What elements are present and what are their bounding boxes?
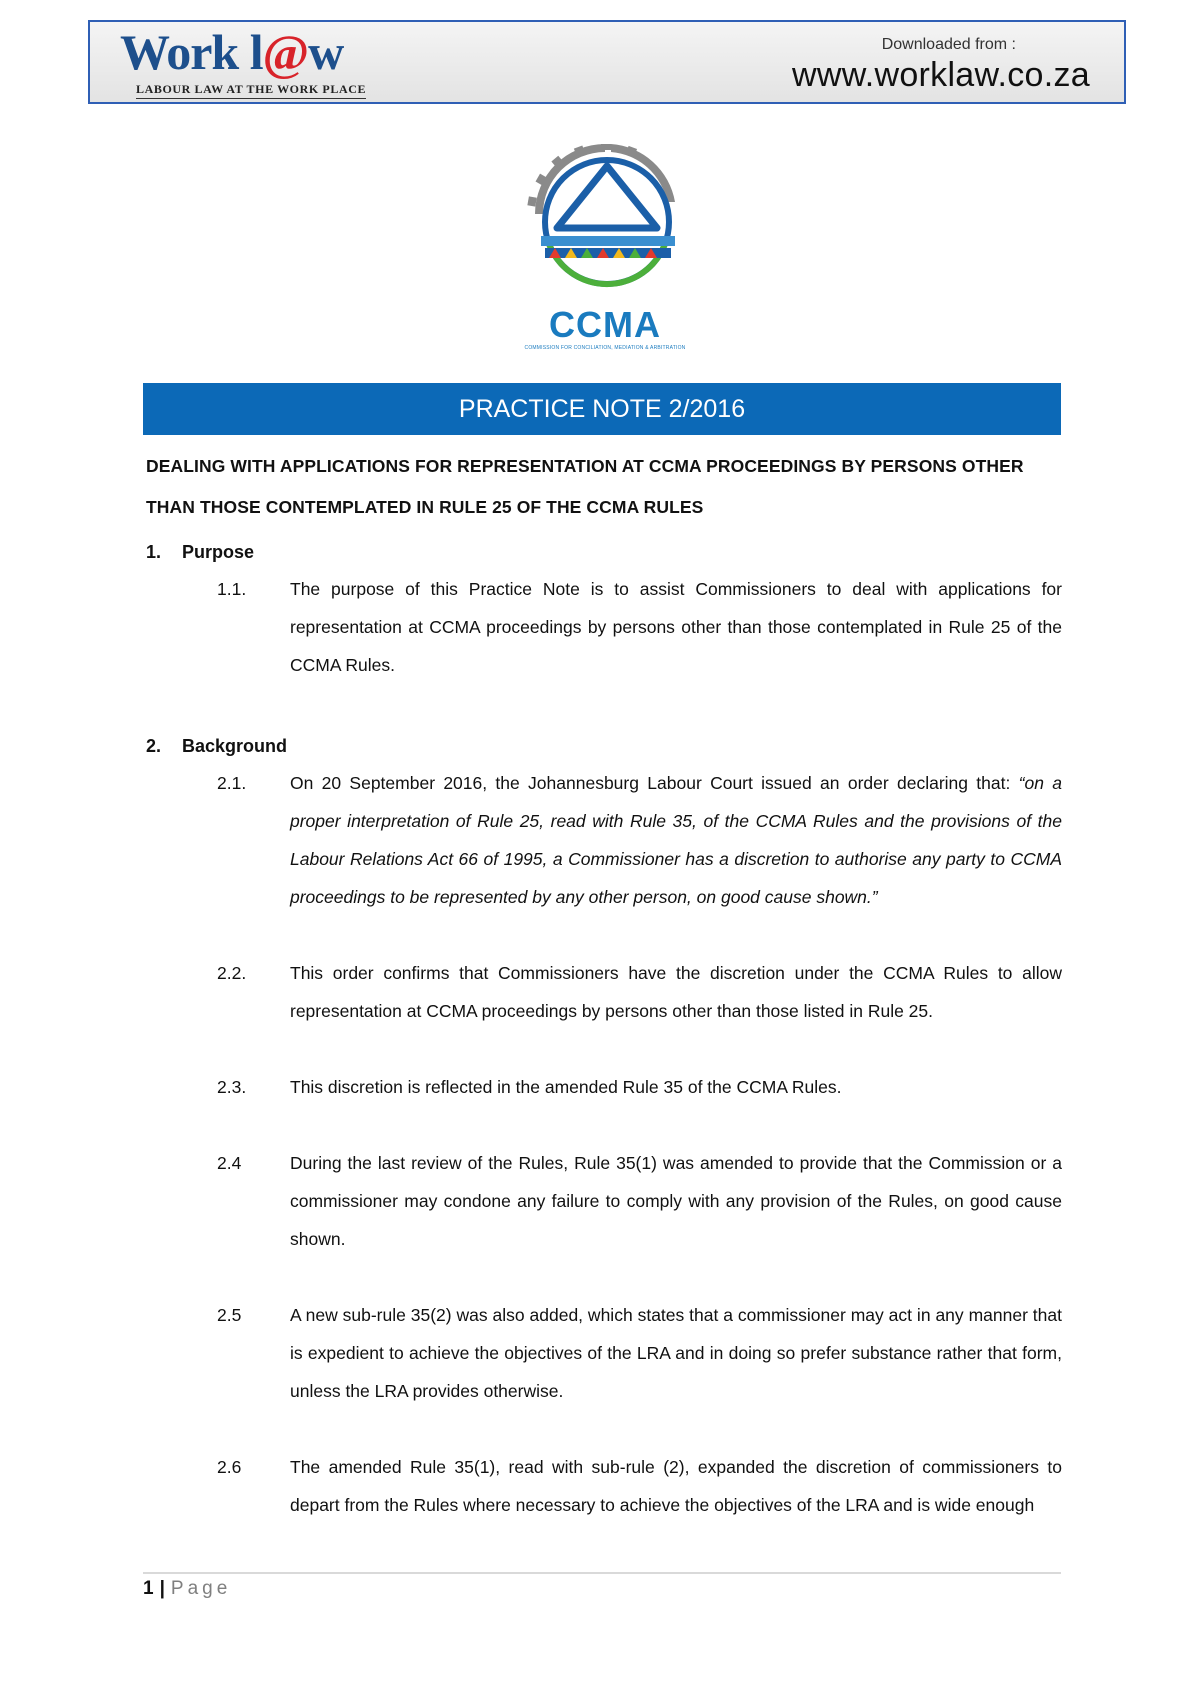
section-purpose-title: 1. Purpose [146,542,255,562]
download-label: Downloaded from : [881,36,1016,53]
practice-note-title: PRACTICE NOTE 2/2016 [143,383,1061,435]
paragraph-2-6: 2.6 The amended Rule 35(1), read with sub-rule (2), expanded the discretion of commissioners to depart from the Rules where necessary to achieve the objectives of the LRA and is wide enough [217,1457,1062,1515]
document-heading [146,446,1062,528]
court-order-quote: “on a proper interpretation of Rule 25, read with Rule 35, of the CCMA Rules and the provisions of the Labour Relations Act 66 of 1995, a Commissioner has a discretion to authorise any party to CCMA proceedings to be represented by any other person, on good cause shown.” [290,773,1063,907]
footer-divider [143,1572,1061,1574]
paragraph-2-2: 2.2. This order confirms that Commissioners have the discretion under the CCMA Rules to allow representation at CCMA proceedings by persons other than those listed in Rule 25. [217,963,1062,1021]
page-number: 1 [143,1578,154,1599]
worklaw-logo [120,24,366,99]
download-url[interactable]: www.worklaw.co.za [792,56,1090,94]
paragraph-2-3: 2.3. This discretion is reflected in the amended Rule 35 of the CCMA Rules. [217,1077,842,1097]
paragraph-2-1: 2.1. On 20 September 2016, the Johannesburg Labour Court issued an order declaring that: “on a proper interpretation of Rule 25, read with Rule 35, of the CCMA Rules and the provisions of the Labour Relations Act 66 of 1995, a Commissioner has a discretion to authorise any party to CCMA proceedings to be represented by any other person, on good cause shown.” [217,773,1063,907]
ccma-abbr: CCMA [549,304,661,345]
page-footer [143,1578,231,1600]
ccma-full-name: COMMISSION FOR CONCILIATION, MEDIATION & ARBITRATION [524,345,686,351]
paragraph-1-1: 1.1. The purpose of this Practice Note is to assist Commissioners to deal with applications for representation at CCMA proceedings by persons other than those contemplated in Rule 25 of the CCMA Rules. [217,579,1062,675]
document-body [146,446,1062,1524]
ccma-emblem-icon [515,144,695,304]
paragraph-2-5: 2.5 A new sub-rule 35(2) was also added, which states that a commissioner may act in any manner that is expedient to achieve the objectives of the LRA and in doing so prefer substance rather that form, unless the LRA provides otherwise. [217,1305,1062,1401]
heading-line-2: THAN THOSE CONTEMPLATED IN RULE 25 OF THE CCMA RULES [146,497,704,517]
ccma-logo [515,144,695,354]
heading-line-1: DEALING WITH APPLICATIONS FOR REPRESENTATION AT CCMA PROCEEDINGS BY PERSONS OTHER [146,456,1024,476]
section-background-title: 2. Background [146,736,288,756]
worklaw-banner [88,20,1126,104]
footer-separator: | [159,1578,165,1599]
paragraph-2-4: 2.4 During the last review of the Rules, Rule 35(1) was amended to provide that the Commission or a commissioner may condone any failure to comply with any provision of the Rules, on good cause shown. [217,1153,1062,1249]
worklaw-tagline: LABOUR LAW AT THE WORK PLACE [136,82,366,99]
page-label: Page [170,1578,232,1599]
worklaw-wordmark: Work l@w [120,24,344,80]
